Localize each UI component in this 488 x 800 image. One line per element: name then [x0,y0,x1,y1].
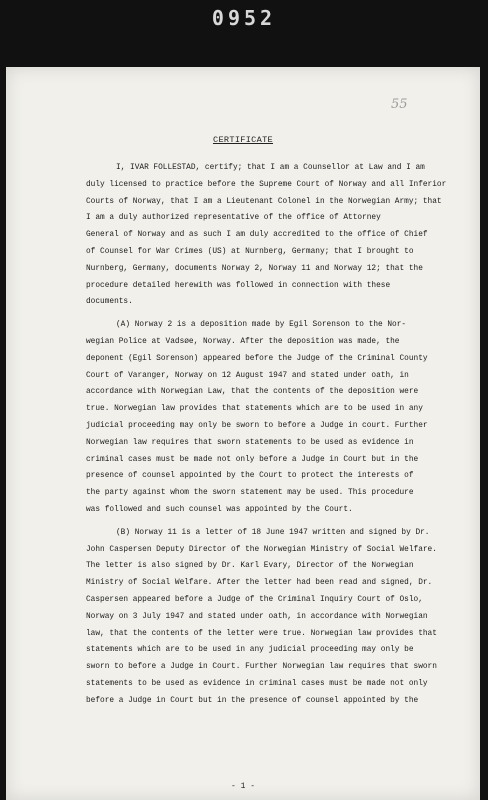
text-line: Court of Varanger, Norway on 12 August 1947 and stated under oath, in [86,371,409,380]
text-line: The letter is also signed by Dr. Karl Evary, Director of the Norwegian [86,562,414,571]
text-line: was followed and such counsel was appointed by the Court. [86,505,353,514]
text-line: Ministry of Social Welfare. After the letter had been read and signed, Dr. [86,579,433,588]
text-line: the party against whom the sworn statement may be used. This procedure [86,489,414,498]
text-line: (A) Norway 2 is a deposition made by Egil Sorenson to the Nor- [116,321,407,330]
text-line: (B) Norway 11 is a letter of 18 June 1947 written and signed by Dr. [116,528,430,537]
text-line: Norway on 3 July 1947 and stated under oath, in accordance with Norwegian [86,612,428,621]
page-footer-number: - 1 - [230,782,255,791]
text-line: deponent (Egil Sorenson) appeared before the Judge of the Criminal County [86,354,428,363]
text-line: duly licensed to practice before the Supreme Court of Norway and all Inferior [86,180,447,189]
paragraph [86,317,444,519]
text-line: wegian Police at Vadsøe, Norway. After the deposition was made, the [86,337,400,346]
text-line: true. Norwegian law provides that statements which are to be used in any [86,405,423,414]
document-title: CERTIFICATE [212,135,274,145]
text-line: accordance with Norwegian Law, that the contents of the deposition were [86,388,419,397]
document-body [86,160,447,710]
document-page [6,67,480,800]
text-line: Norwegian law requires that sworn statements to be used as evidence in [86,438,414,447]
text-line: before a Judge in Court but in the presence of counsel appointed by the [86,696,419,705]
text-line: statements which are to be used in any judicial proceeding may only be [86,646,414,655]
text-line: Nurnberg, Germany, documents Norway 2, Norway 11 and Norway 12; that the [86,264,423,273]
text-line: Courts of Norway, that I am a Lieutenant Colonel in the Norwegian Army; that [86,197,442,206]
text-line: John Caspersen Deputy Director of the Norwegian Ministry of Social Welfare. [86,545,437,554]
paragraph [86,160,447,311]
handwritten-page-number: 55 [391,97,408,112]
text-line: judicial proceeding may only be sworn to before a Judge in court. Further [86,421,428,430]
text-line: sworn to before a Judge in Court. Further Norwegian law requires that sworn [86,663,437,672]
text-line: documents. [86,298,133,307]
text-line: Caspersen appeared before a Judge of the Criminal Inquiry Court of Oslo, [86,595,423,604]
paragraph [86,525,444,710]
text-line: criminal cases must be made not only before a Judge in Court but in the [86,455,419,464]
text-line: presence of counsel appointed by the Court to protect the interests of [86,472,414,481]
text-line: procedure detailed herewith was followed in connection with these [86,281,391,290]
text-line: General of Norway and as such I am duly accredited to the office of Chief [86,231,428,240]
text-line: I am a duly authorized representative of the office of Attorney [86,214,381,223]
text-line: I, IVAR FOLLESTAD, certify; that I am a Counsellor at Law and I am [116,164,425,172]
text-line: law, that the contents of the letter were true. Norwegian law provides that [86,629,437,638]
text-line: statements to be used as evidence in criminal cases must be made not only [86,679,428,688]
text-line: of Counsel for War Crimes (US) at Nurnberg, Germany; that I brought to [86,247,414,256]
microfilm-frame-number: 0952 [211,6,277,30]
